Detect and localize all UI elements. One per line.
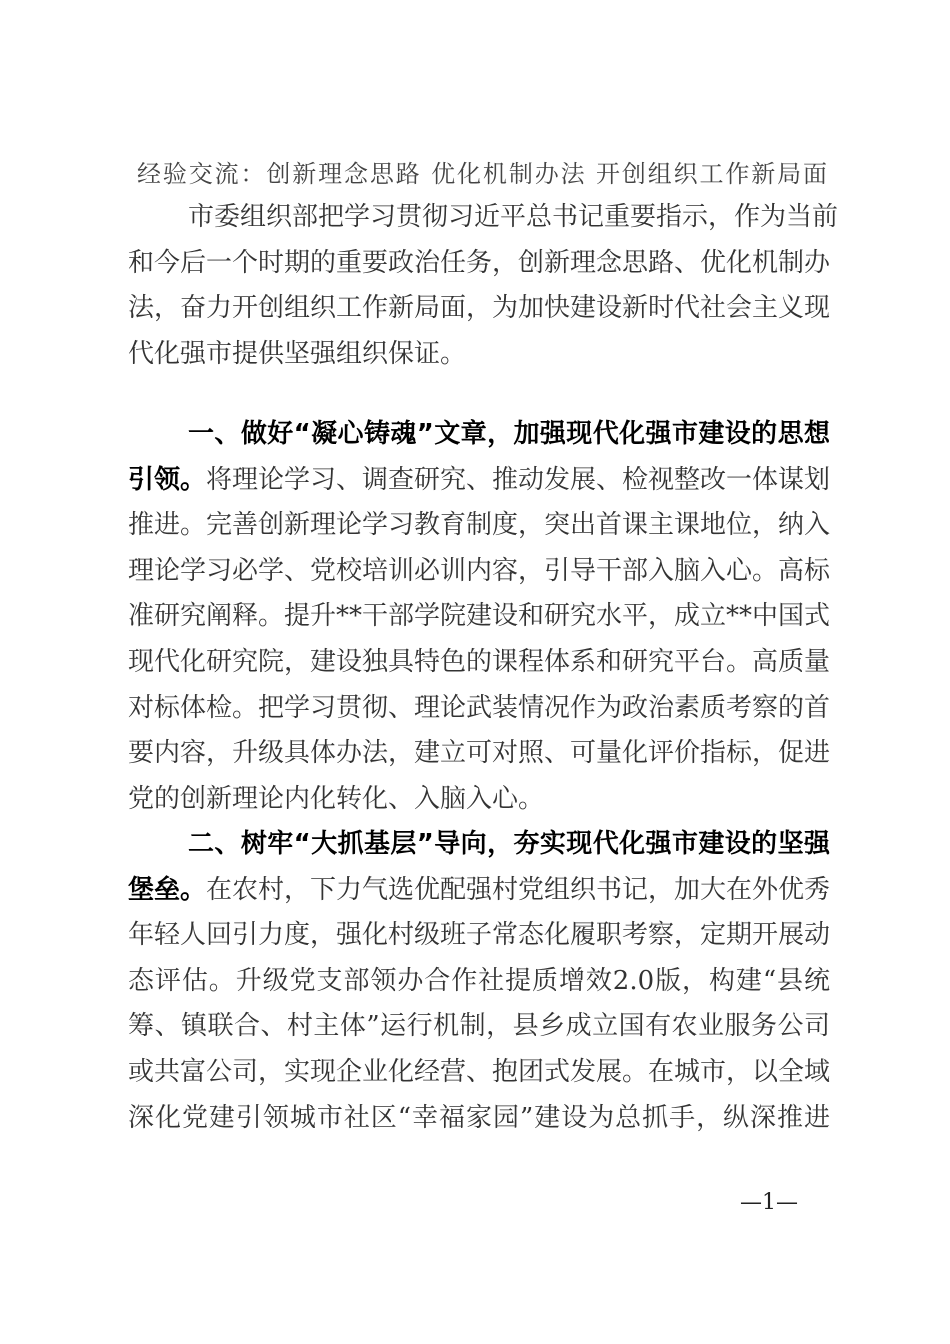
text-line: 代化强市提供坚强组织保证。 bbox=[128, 338, 467, 369]
text-line: 年轻人回引力度，强化村级班子常态化履职考察，定期开展动 bbox=[128, 920, 831, 951]
text-span: 在农村，下力气选优配强村党组织书记，加大在外优秀 bbox=[206, 874, 831, 905]
text-line: 和今后一个时期的重要政治任务，创新理念思路、优化机制办 bbox=[128, 247, 831, 278]
text-line: 推进。完善创新理论学习教育制度，突出首课主课地位，纳入 bbox=[128, 510, 831, 541]
text-line: 党的创新理论内化转化、入脑入心。 bbox=[128, 783, 545, 814]
intro-paragraph bbox=[128, 195, 839, 377]
section-2-heading: 二、树牢“大抓基层”导向，夯实现代化强市建设的坚强 bbox=[188, 829, 830, 859]
text-line: 或共富公司，实现企业化经营、抱团式发展。在城市，以全域 bbox=[128, 1056, 831, 1087]
text-line: 对标体检。把学习贯彻、理论武装情况作为政治素质考察的首 bbox=[128, 692, 831, 723]
text-span: 将理论学习、调查研究、推动发展、检视整改一体谋划 bbox=[206, 464, 831, 495]
section-2-paragraph bbox=[128, 822, 830, 1141]
section-1-paragraph bbox=[128, 412, 830, 822]
text-line: 态评估。升级党支部领办合作社提质增效2.0版，构建“县统 bbox=[128, 965, 830, 996]
text-line: 准研究阐释。提升**干部学院建设和研究水平，成立**中国式 bbox=[128, 601, 831, 632]
document-title: 经验交流：创新理念思路 优化机制办法 开创组织工作新局面 bbox=[137, 160, 827, 188]
text-line: 理论学习必学、党校培训必训内容，引导干部入脑入心。高标 bbox=[128, 555, 831, 586]
page-number: —1— bbox=[740, 1190, 798, 1215]
text-line bbox=[128, 868, 830, 914]
text-line: 筹、镇联合、村主体”运行机制，县乡成立国有农业服务公司 bbox=[128, 1011, 830, 1042]
section-1-heading: 一、做好“凝心铸魂”文章，加强现代化强市建设的思想 bbox=[188, 419, 830, 449]
text-line: 要内容，升级具体办法，建立可对照、可量化评价指标，促进 bbox=[128, 738, 831, 769]
text-line: 深化党建引领城市社区“幸福家园”建设为总抓手，纵深推进 bbox=[128, 1102, 830, 1133]
text-line bbox=[128, 458, 830, 504]
text-line: 市委组织部把学习贯彻习近平总书记重要指示，作为当前 bbox=[188, 202, 839, 232]
text-line: 法，奋力开创组织工作新局面，为加快建设新时代社会主义现 bbox=[128, 293, 831, 324]
section-2-heading-end: 堡垒。 bbox=[128, 874, 207, 905]
section-1-heading-end: 引领。 bbox=[128, 464, 207, 495]
text-line: 现代化研究院，建设独具特色的课程体系和研究平台。高质量 bbox=[128, 646, 831, 677]
